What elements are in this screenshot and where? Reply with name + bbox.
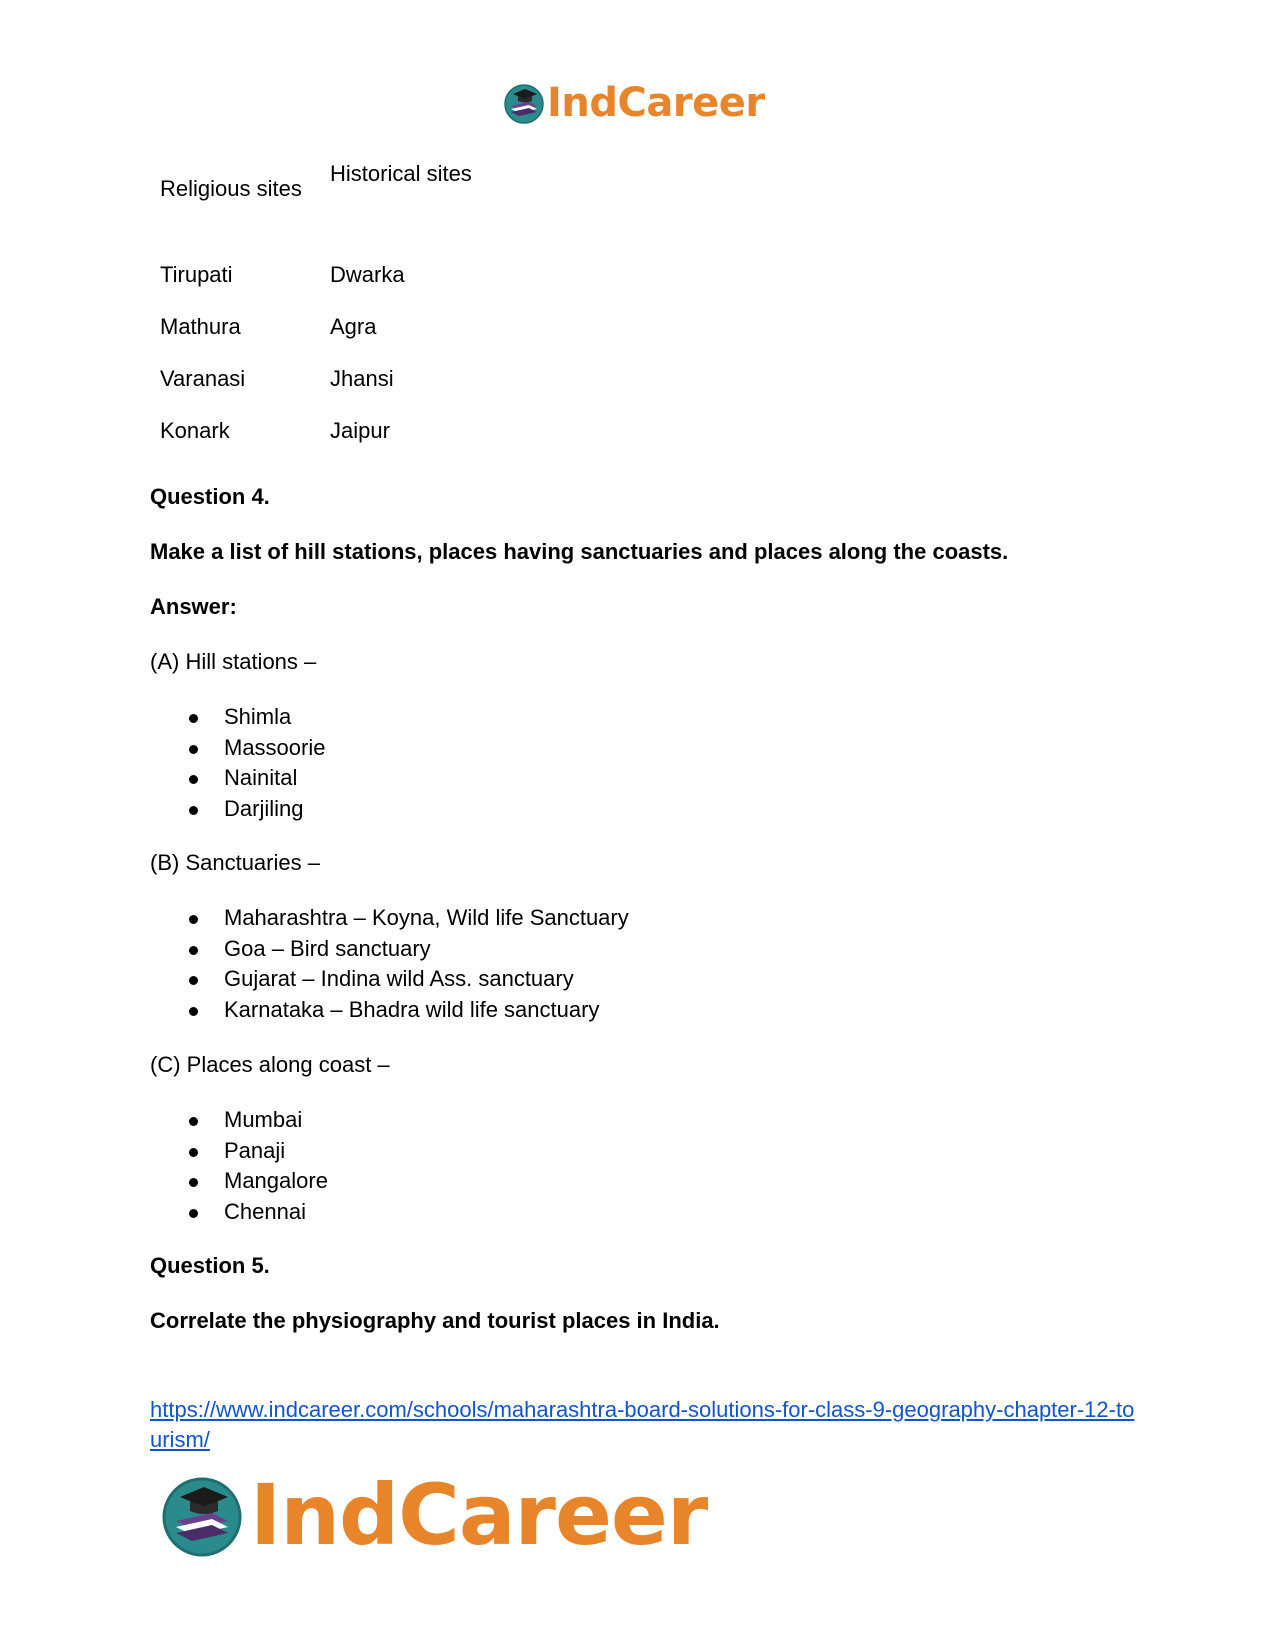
question-5-label: Question 5. <box>150 1253 270 1278</box>
logo-wordmark: IndCareer <box>250 1466 708 1564</box>
bullet-icon <box>189 976 198 985</box>
source-link[interactable]: https://www.indcareer.com/schools/maharashtra-board-solutions-for-class-9-geography-chapter-12-tourism/ <box>150 1397 1135 1452</box>
section-heading-sanctuaries: (B) Sanctuaries – <box>150 850 320 875</box>
bullet-icon <box>189 1007 198 1016</box>
table-cell: Varanasi <box>160 366 246 391</box>
table-header-historical: Historical sites <box>330 161 472 186</box>
bullet-icon <box>189 1117 198 1126</box>
table-cell: Jhansi <box>330 366 394 391</box>
bullet-icon <box>189 1148 198 1157</box>
section-heading-coast: (C) Places along coast – <box>150 1052 390 1077</box>
bullet-icon <box>189 806 198 815</box>
logo-wordmark: IndCareer <box>547 80 765 126</box>
globe-books-cap-icon <box>503 82 545 124</box>
bullet-icon <box>189 714 198 723</box>
table-header-religious: Religious sites <box>160 176 302 201</box>
table-cell: Konark <box>160 418 230 443</box>
table-cell: Agra <box>330 314 377 339</box>
section-heading-hill-stations: (A) Hill stations – <box>150 649 317 674</box>
footer-logo <box>160 1465 707 1565</box>
table-cell: Mathura <box>160 314 241 339</box>
header-logo <box>503 78 765 128</box>
question-4-text: Make a list of hill stations, places having sanctuaries and places along the coasts. <box>150 539 1009 564</box>
bullet-icon <box>189 1178 198 1187</box>
question-5-text: Correlate the physiography and tourist places in India. <box>150 1308 720 1333</box>
globe-books-cap-icon <box>160 1473 244 1557</box>
bullet-icon <box>189 1209 198 1218</box>
bullet-icon <box>189 745 198 754</box>
table-cell: Tirupati <box>160 262 233 287</box>
bullet-icon <box>189 775 198 784</box>
question-4-label: Question 4. <box>150 484 270 509</box>
table-cell: Dwarka <box>330 262 405 287</box>
bullet-icon <box>189 915 198 924</box>
bullet-icon <box>189 946 198 955</box>
table-cell: Jaipur <box>330 418 390 443</box>
answer-label: Answer: <box>150 594 237 619</box>
